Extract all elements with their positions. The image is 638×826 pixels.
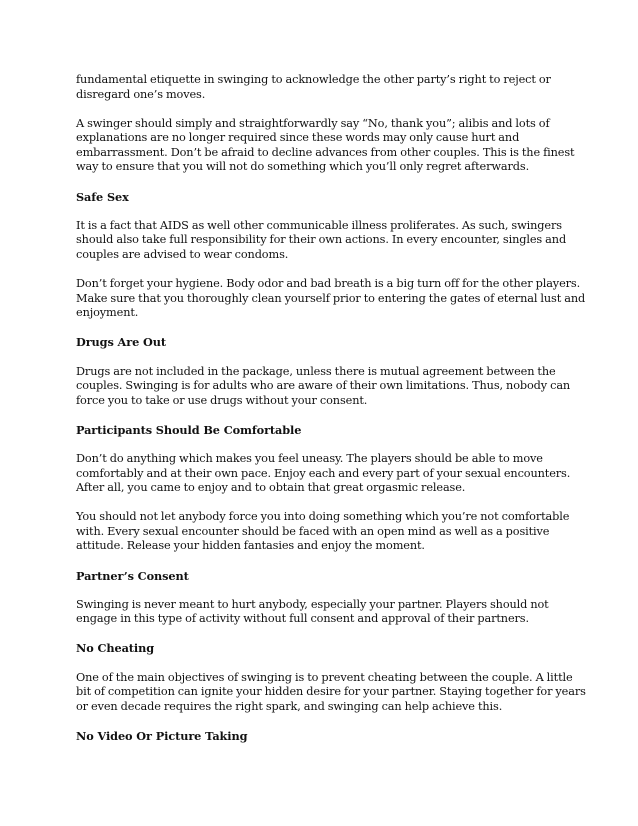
text-line: bit of competition can ignite your hidden desire for your partner. Staying together for years	[76, 685, 586, 699]
text-line: One of the main objectives of swinging is to prevent cheating between the couple. A little	[76, 670, 573, 684]
text-line: enjoyment.	[76, 306, 139, 320]
text-line: Swinging is never meant to hurt anybody, especially your partner. Players should not	[76, 597, 549, 611]
document-page	[76, 73, 586, 758]
text-line: It is a fact that AIDS as well other communicable illness proliferates. As such, swingers	[76, 218, 562, 232]
text-line: couples are advised to wear condoms.	[76, 247, 289, 261]
text-line: way to ensure that you will not do something which you’ll only regret afterwards.	[76, 160, 530, 174]
text-line: Make sure that you thoroughly clean yourself prior to entering the gates of eternal lust and	[76, 291, 586, 305]
paragraph	[76, 598, 566, 627]
text-line: Don’t forget your hygiene. Body odor and bad breath is a big turn off for the other players.	[76, 277, 581, 291]
section-heading-no-cheating: No Cheating	[76, 641, 155, 656]
text-line: engage in this type of activity without full consent and approval of their partners.	[76, 612, 529, 626]
section-heading-participants-comfortable: Participants Should Be Comfortable	[76, 422, 302, 437]
text-line: or even decade requires the right spark, and swinging can help achieve this.	[76, 699, 503, 713]
paragraph	[76, 116, 575, 175]
text-line: comfortably and at their own pace. Enjoy each and every part of your sexual encounters.	[76, 466, 571, 480]
text-line: Don’t do anything which makes you feel uneasy. The players should be able to move	[76, 451, 543, 465]
paragraph	[76, 670, 586, 715]
paragraph	[76, 510, 570, 554]
section-heading-no-video-or-picture-taking: No Video Or Picture Taking	[76, 728, 248, 743]
paragraph	[76, 364, 571, 409]
paragraph	[76, 73, 566, 102]
text-line: You should not let anybody force you into doing something which you’re not comfortable	[76, 510, 570, 524]
section-heading-partners-consent: Partner’s Consent	[76, 568, 189, 583]
text-line: couples. Swinging is for adults who are aware of their own limitations. Thus, nobody can	[76, 379, 571, 393]
text-line: with. Every sexual encounter should be faced with an open mind as well as a positive	[76, 524, 550, 538]
text-line: fundamental etiquette in swinging to acknowledge the other party’s right to reject or	[76, 73, 551, 86]
text-line: After all, you came to enjoy and to obtain that great orgasmic release.	[76, 481, 466, 495]
section-heading-drugs-are-out: Drugs Are Out	[76, 335, 166, 350]
text-line: embarrassment. Don’t be afraid to decline advances from other couples. This is the finest	[76, 145, 575, 159]
paragraph	[76, 219, 566, 263]
text-line: explanations are no longer required since these words may only cause hurt and	[76, 131, 520, 145]
paragraph	[76, 451, 571, 496]
text-line: Drugs are not included in the package, unless there is mutual agreement between the	[76, 364, 556, 378]
section-heading-safe-sex: Safe Sex	[76, 189, 129, 204]
paragraph	[76, 277, 586, 321]
text-line: A swinger should simply and straightforwardly say “No, thank you”; alibis and lots of	[76, 116, 550, 130]
text-line: attitude. Release your hidden fantasies and enjoy the moment.	[76, 539, 425, 553]
text-line: should also take full responsibility for their own actions. In every encounter, singles and	[76, 233, 567, 247]
text-line: force you to take or use drugs without your consent.	[76, 393, 368, 407]
text-line: disregard one’s moves.	[76, 87, 206, 101]
